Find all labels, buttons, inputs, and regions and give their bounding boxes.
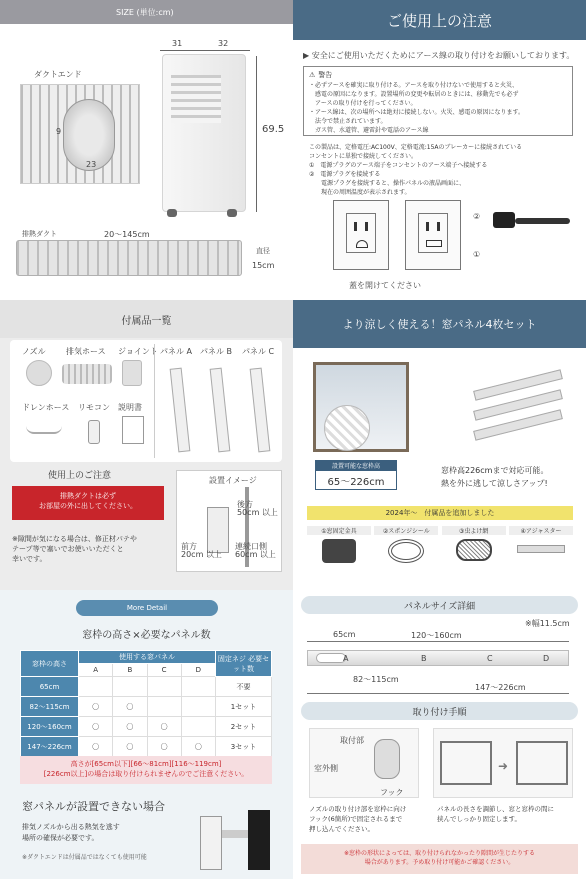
accessory-1 <box>307 526 371 567</box>
item-drain-hose: ドレンホース <box>22 403 70 412</box>
install-image <box>176 470 282 572</box>
caution-panel <box>293 0 586 300</box>
warning-line: ・アース線は、次の場所へは絶対に接続しない。火災、感電の原因になります。 <box>309 109 525 116</box>
manual-image <box>122 416 144 444</box>
item-nozzle: ノズル <box>22 347 46 356</box>
row-height: 120〜160cm <box>21 717 79 737</box>
height-warning-box <box>20 756 272 784</box>
row-mark: 〇 <box>147 717 181 737</box>
year-label: 2024年〜 付属品を追加しました <box>385 509 495 517</box>
promo-copy: 窓枠高226cmまで対応可能。 <box>441 466 549 475</box>
step-label: 取付部 <box>340 736 364 745</box>
row-mark: 〇 <box>181 737 215 757</box>
steps-header <box>301 702 578 720</box>
height-warning-line: [226cm以上]の場合は取り付けられませんのでご注意ください。 <box>43 770 249 778</box>
install-dim: 50cm 以上 <box>237 508 278 517</box>
panel-b-label: パネル B <box>200 347 233 356</box>
window-panel-header <box>293 300 586 348</box>
step-num-1: ① <box>473 250 481 259</box>
accessory-2 <box>374 526 438 567</box>
more-detail-pill <box>76 600 218 616</box>
more-detail-label: More Detail <box>126 604 168 612</box>
panel-letter: B <box>113 664 147 677</box>
diameter-value: 15cm <box>252 261 275 270</box>
step1-text: ノズルの取り付け部を窓枠に向け <box>309 805 407 813</box>
caution-header <box>293 0 586 40</box>
row-mark <box>181 717 215 737</box>
accessory-label: ③虫よけ網 <box>442 526 506 535</box>
plug-icon <box>493 212 515 228</box>
col-panels-header: 使用する窓パネル <box>79 651 216 664</box>
spec-line: ② 電源プラグを接続する <box>309 171 381 178</box>
outlet-diagram-2 <box>405 200 461 270</box>
adjuster-icon <box>517 545 565 553</box>
dim-ab: 120〜160cm <box>411 631 462 640</box>
row-screws: 3セット <box>216 737 272 757</box>
row-screws: 2セット <box>216 717 272 737</box>
step-label: フック <box>380 788 404 797</box>
warning-title: 警告 <box>318 71 333 79</box>
install-dim: 後方 <box>237 500 253 509</box>
accessories-card <box>10 340 282 462</box>
size-header <box>0 0 293 24</box>
row-mark <box>79 677 113 697</box>
badge-value: 65〜226cm <box>327 477 385 488</box>
dim-abcd: 147〜226cm <box>475 683 526 692</box>
nozzle-image <box>26 360 52 386</box>
spec-line: 電源プラグを接続すると、操作パネルの液晶画面に、 <box>309 180 466 187</box>
bracket-icon <box>322 539 356 563</box>
panels-product-image <box>473 370 563 450</box>
footnote-box <box>301 844 578 874</box>
hose-image <box>62 364 112 384</box>
duct-end-note: ※ダクトエンドは付属品ではなくても使用可能 <box>22 854 147 861</box>
accessory-label: ④アジャスター <box>509 526 573 535</box>
step2-image: ➜ <box>433 728 573 798</box>
year-badge <box>307 506 573 520</box>
spec-line: この製品は、定格電圧:AC100V、定格電流:15Aのブレーカーに接続されている <box>309 144 523 151</box>
install-dim: 60cm 以上 <box>235 550 276 559</box>
drain-hose-image <box>26 426 62 434</box>
panel-size-title: パネルサイズ詳細 <box>403 601 476 612</box>
exhaust-duct-label: 排熱ダクト <box>22 230 57 238</box>
col-height-header: 窓枠の高さ <box>21 651 79 677</box>
warning-line: 感電の原因になります。設置場所の変更や転居のときには、移動先でも必ず <box>309 91 519 98</box>
row-mark <box>113 677 147 697</box>
accessory-label: ①窓固定金具 <box>307 526 371 535</box>
panel-size-section <box>293 590 586 879</box>
step-label: 室外側 <box>314 764 338 773</box>
outlet-diagram-1 <box>333 200 389 270</box>
cover-note: 蓋を開けてください <box>349 281 421 290</box>
row-mark: 〇 <box>147 737 181 757</box>
dim-abc: 82〜115cm <box>353 675 399 684</box>
remote-image <box>88 420 100 444</box>
aircon-unit-image <box>162 54 246 212</box>
row-mark <box>181 697 215 717</box>
row-mark: 〇 <box>79 717 113 737</box>
usage-caution-title: 使用上のご注意 <box>48 471 112 481</box>
step1-text: 押し込んでください。 <box>309 825 374 833</box>
row-height: 147〜226cm <box>21 737 79 757</box>
unit-door-image <box>196 806 276 874</box>
install-unit-icon <box>207 507 229 553</box>
install-dim: 20cm 以上 <box>181 550 222 559</box>
promo-copy: 熱を外に逃して涼しさアップ! <box>441 479 548 488</box>
caution-red-line: お部屋の外に出してください。 <box>39 502 137 510</box>
col-screws-header: 固定ネジ 必要セット数 <box>216 651 272 677</box>
sponge-icon <box>388 539 424 563</box>
panel-letter-a: A <box>343 654 349 663</box>
accessory-label: ②スポンジシール <box>374 526 438 535</box>
duct-dim-9: 9 <box>56 127 62 136</box>
window-photo <box>313 362 409 452</box>
window-panel-title: より涼しく使える！窓パネル4枚セット <box>342 318 537 331</box>
panel-width-note: ※幅11.5cm <box>525 619 570 628</box>
net-icon <box>456 539 492 561</box>
item-joint: ジョイント <box>118 347 158 356</box>
gap-note: テープ等で塞いでお使いいただくと <box>12 545 124 553</box>
step2-text: 挟んでしっかり固定します。 <box>437 815 521 823</box>
accessory-4 <box>509 526 573 567</box>
panel-a-label: パネル A <box>160 347 193 356</box>
window-panel-promo <box>293 300 586 590</box>
dim-a: 65cm <box>333 630 356 639</box>
table-row <box>21 737 272 757</box>
item-remote: リモコン <box>78 403 110 412</box>
size-label: SIZE (単位:cm) <box>116 7 174 17</box>
size-panel <box>0 0 293 300</box>
row-height: 65cm <box>21 677 79 697</box>
accessory-3 <box>442 526 506 567</box>
duct-length: 20〜145cm <box>104 230 150 239</box>
row-mark <box>147 697 181 717</box>
no-panel-line: 場所の確保が必要です。 <box>22 834 99 842</box>
window-height-badge <box>315 460 397 490</box>
install-dim: 連続口側 <box>235 542 267 551</box>
caution-title: ご使用上の注意 <box>386 11 492 30</box>
height-warning-line: 高さが[65cm以下][66〜81cm][116〜119cm] <box>70 760 222 768</box>
accessories-panel <box>0 300 293 590</box>
badge-title: 設置可能な窓枠高 <box>316 461 396 471</box>
table-row <box>21 717 272 737</box>
panel-size-header <box>301 596 578 614</box>
warning-line: アースの取り付けを行ってください。 <box>309 100 417 107</box>
no-panel-line: 排気ノズルから出る熱気を逃す <box>22 823 120 831</box>
step1-text: フック(6箇所)で固定されるまで <box>309 815 403 823</box>
caution-red-box <box>12 486 164 520</box>
dim-width: 31 <box>172 39 183 48</box>
panel-c-label: パネル C <box>242 347 275 356</box>
warning-box <box>303 66 573 136</box>
panel-letter-c: C <box>487 654 493 663</box>
row-mark <box>181 677 215 697</box>
step1-image <box>309 728 419 798</box>
joint-image <box>122 360 142 386</box>
footnote-line: 場合があります。予め取り付け可能かご確認ください。 <box>364 859 515 866</box>
panel-count-section <box>0 590 293 879</box>
item-manual: 説明書 <box>118 403 142 412</box>
cord-icon <box>515 218 570 224</box>
warning-line: ガス管、水道管、避雷針や電話のアース線 <box>309 127 429 134</box>
duct-end-label: ダクトエンド <box>34 70 82 79</box>
step2-text: パネルの長さを調節し、窓と窓枠の間に <box>437 805 554 813</box>
dim-height: 69.5 <box>262 124 285 135</box>
item-exhaust-hose: 排気ホース <box>66 347 106 356</box>
row-mark: 〇 <box>113 737 147 757</box>
accessories-title: 付属品一覧 <box>121 315 172 327</box>
panel-letter: C <box>147 664 181 677</box>
row-height: 82〜115cm <box>21 697 79 717</box>
warning-line: ・必ずアースを確実に取り付ける。アースを取り付けないで使用すると火災、 <box>309 82 519 89</box>
row-mark: 〇 <box>113 697 147 717</box>
row-mark: 〇 <box>79 697 113 717</box>
table-row <box>21 677 272 697</box>
row-mark: 〇 <box>113 717 147 737</box>
panel-count-table <box>20 650 272 757</box>
caution-red-line: 排熱ダクトは必ず <box>60 492 116 500</box>
no-panel-title: 窓パネルが設置できない場合 <box>22 800 165 813</box>
spec-line: 現在の周囲温度が表示されます。 <box>309 189 411 196</box>
duct-dim-23: 23 <box>86 160 97 169</box>
caution-intro: ▶ 安全にご使用いただくためにアース線の取り付けをお願いしております。 <box>303 51 575 60</box>
panel-letter: D <box>181 664 215 677</box>
warning-icon: ⚠ <box>309 71 316 79</box>
panel-c-image <box>250 368 271 453</box>
panel-count-title: 窓枠の高さ×必要なパネル数 <box>82 630 211 641</box>
footnote-line: ※窓枠の形状によっては、取り付けられなかったり隙間が生じたりする <box>343 850 536 857</box>
accessories-header <box>0 300 293 338</box>
exhaust-duct-image <box>16 240 242 276</box>
row-mark: 〇 <box>79 737 113 757</box>
gap-note: ※隙間が気になる場合は、修正材パテや <box>12 535 137 543</box>
warning-line: 法令で禁止されています。 <box>309 118 387 125</box>
panel-letter: A <box>79 664 113 677</box>
install-image-label: 設置イメージ <box>209 476 257 485</box>
table-row <box>21 697 272 717</box>
row-screws: 1セット <box>216 697 272 717</box>
steps-title: 取り付け手順 <box>412 707 467 718</box>
gap-note: 幸いです。 <box>12 555 47 563</box>
step-num-2: ② <box>473 212 481 221</box>
panel-a-image <box>170 368 191 453</box>
spec-line: コンセントに単独で接続してください。 <box>309 153 418 160</box>
row-screws: 不要 <box>216 677 272 697</box>
panel-b-image <box>210 368 231 453</box>
install-dim: 前方 <box>181 542 197 551</box>
diameter-label: 直径 <box>256 247 270 255</box>
dim-depth: 32 <box>218 39 229 48</box>
spec-line: ① 電源プラグのアース端子をコンセントのアース端子へ接続する <box>309 162 488 169</box>
row-mark <box>147 677 181 697</box>
panel-letter-b: B <box>421 654 427 663</box>
window-duct-photo <box>20 84 140 184</box>
panel-letter-d: D <box>543 654 550 663</box>
